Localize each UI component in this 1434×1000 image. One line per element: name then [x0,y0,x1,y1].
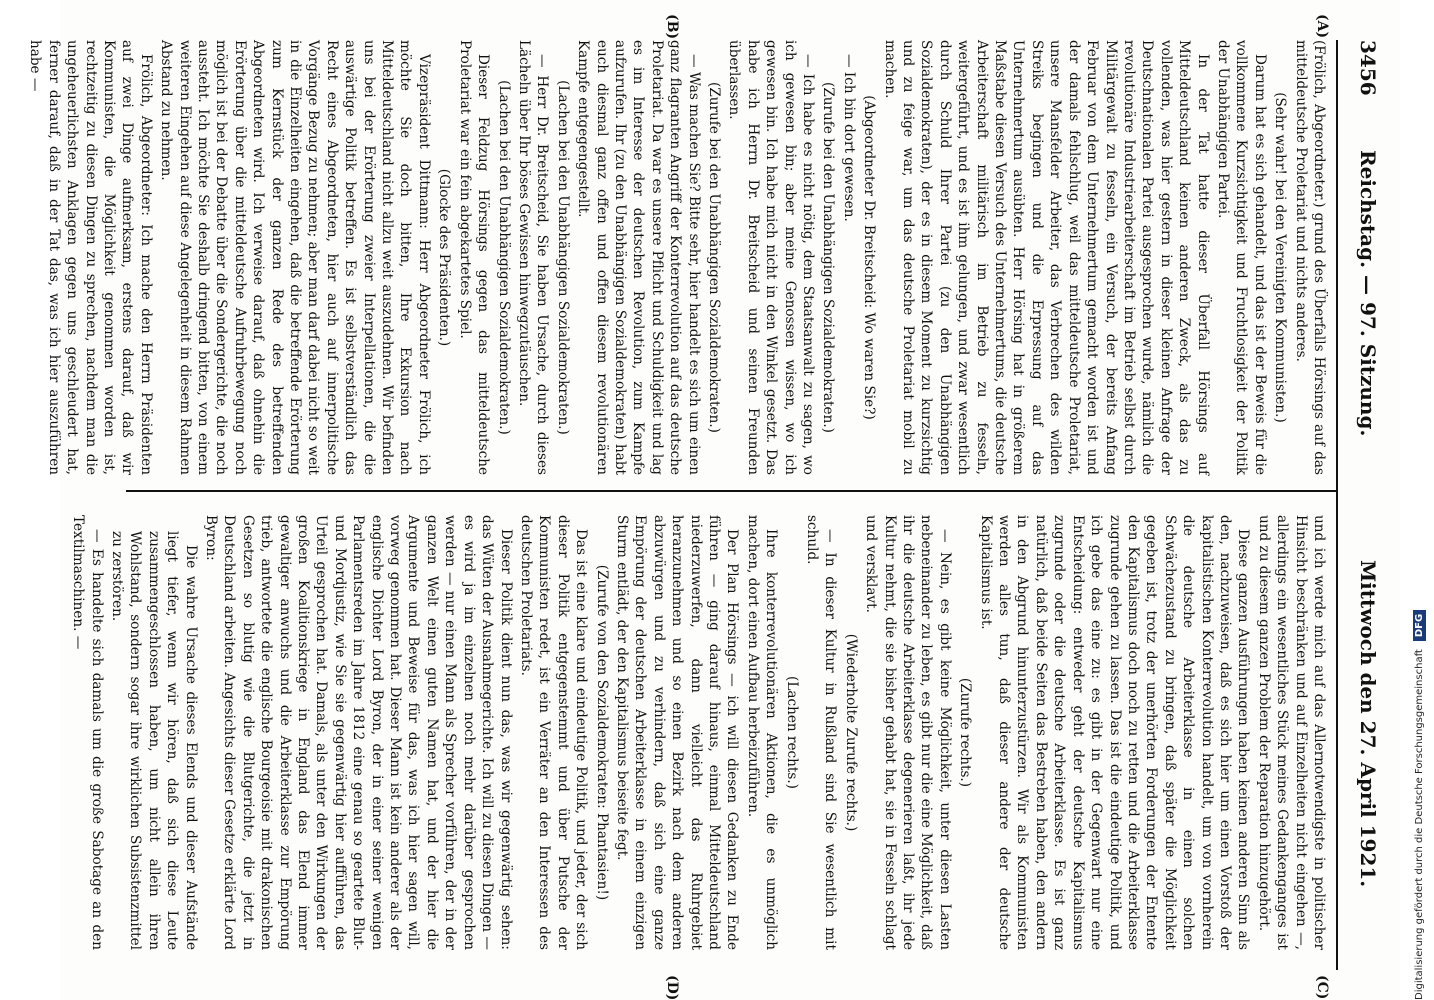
page-number: 3456 [1356,40,1380,96]
right-column [70,515,1328,950]
quotation: Die wahre Ursache dieses Elends und dieser Aufstände liegt tiefer, wenn wir hören, daß sich diese Leute zusammengeschlossen haben, um nicht allein ihren Wohlstand, sondern sogar ihre wirklichen Subsistenzmittel zu zerstören. [109,531,199,950]
interjection: (Lachen bei den Unabhängigen Sozialdemokraten.) [554,80,571,435]
paragraph: Das ist eine klare und eindeutige Politik, und jeder, der sich dieser Politik entgegenstemmt und über Putsche der Kommunisten redet, ist ein Verräter an den Interessen des deutschen Proletariats. [517,515,590,950]
paragraph: Dieser Feldzug Hörsings gegen das mitteldeutsche Proletariat war ein fein abgekartetes Spiel. [456,40,492,475]
column-divider [126,490,1336,492]
paragraph: Darum hat es sich gehandelt, und das ist der Beweis für die vollkommene Kurzsichtigkeit und Fruchtlosigkeit der Politik der Unabhängigen Partei. [1214,40,1268,475]
paragraph: — Ich bin dort gewesen. [840,54,857,222]
margin-marker-b: (B) [664,14,680,40]
interjection: (Zurufe bei den Unabhängigen Sozialdemokraten.) [706,82,722,433]
left-column [27,40,1328,475]
session-date: Mittwoch den 27. April 1921. [1356,560,1380,888]
credit-rotated [1404,0,1434,1000]
paragraph: Vizepräsident Dittmann: Herr Abgeordneter Frölich, ich möchte Sie doch bitten, Ihre Exkursion nach Mitteldeutschland nicht allzu weit auszudehnen. Wir befinden uns bei der Erörterung zweier Interpellationen, die die auswärtige Politik betreffen. Es ist selbstverständlich das Recht eines Abgeordneten, hier auch auf innerpolitische Vorgänge Bezug zu nehmen; aber man darf dabei nicht so weit in die Einzelheiten eingehen, daß die betreffende Erörterung zum Kernstück der ganzen Rede des betreffenden Abgeordneten wird. Ich verweise darauf, daß ohnehin die Erörterung über die mitteldeutsche Aufruhrbewegung noch möglich ist bei der Debatte über die Sondergerichte, die noch aussteht. Ich möchte Sie deshalb dringend bitten, von einem weiteren Eingehen auf diese Angelegenheit in diesem Rahmen Abstand zu nehmen. [158,40,432,475]
paragraph: — Was machen Sie? Bitte sehr, hier handelt es sich um einen ganz flagranten Angriff der Konterrevolution auf das deutsche Proletariat. Da war es unsere Pflicht und Schuldigkeit und lag es im Interesse der deutschen Revolution, zum Kampfe aufzurufen. Ihr (zu den Unabhängigen Sozialdemokraten) habt euch diesmal ganz offen und offen diesem revolutionären Kampfe entgegengestellt. [575,40,702,475]
paragraph: — In dieser Kultur in Rußland sind Sie wesentlich mit schuld. [804,515,839,950]
interjection: (Lachen rechts.) [783,676,800,789]
paragraph: — Nein, es gibt keine Möglichkeit, unter diesen Lasten nebeneinander zu leben, es gibt nur die eine Möglichkeit, daß ihr die deutsche Arbeiterklasse degenerieren laßt, ihr jede Kultur nehmt, die sie bisher gehabt hat, sie in Fesseln schlagt und versklavt. [863,515,953,950]
interjection: (Abgeordneter Dr. Breitscheid: Wo waren Sie?) [861,95,878,420]
dfg-logo: DFG [1413,610,1426,641]
interjection: (Wiederholte Zurufe rechts.) [842,633,859,832]
paragraph: — Herr Dr. Breitscheid, Sie haben Ursache, durch dieses Lächeln über Ihr böses Gewissen hinwegzutäuschen. [515,40,551,475]
margin-marker-d: (D) [664,975,680,1000]
session-title: Reichstag. — 97. Sitzung. [1356,150,1380,437]
header-rule [1336,40,1338,970]
paragraph: Frölich, Abgeordneter: Ich mache den Herrn Präsidenten auf zwei Dinge aufmerksam, erstens darauf, daß wir Kommunisten, die Möglichkeit genommen worden ist, rechtzeitig zu diesen Dingen zu sprechen, nachdem man die ungeheuerlichsten Anklagen gegen uns geschleudert hat, ferner darauf, daß in der Tat das, was ich hier auszuführen habe — [27,40,154,475]
digitization-credit [1404,0,1434,1000]
running-header [1340,40,1380,970]
paragraph: Ihre konterrevolutionären Aktionen, die es unmöglich machen, dort einen Aufbau herbeizuführen. [744,515,780,950]
paragraph: — Es handelte sich damals um die große Sabotage an den Textilmaschinen. — [70,515,105,950]
interjection: (Sehr wahr! bei den Vereinigten Kommunisten.) [1272,92,1289,423]
paragraph: und ich werde mich auf das Allernotwendigste in politischer Hinsicht beschränken und auf Einzelheiten nicht eingehen —, allerdings ein wesentliches Stück meines Gedankenganges ist und zu diesem ganzen Problem der Reparation hinzugehört. [1255,515,1327,950]
interjection: (Lachen bei den Unabhängigen Sozialdemokraten.) [495,80,512,435]
credit-text: Digitalisierung gefördert durch die Deutsche Forschungsgemeinschaft [1413,649,1425,1000]
interjection: (Glocke des Präsidenten.) [436,168,453,347]
interjection: (Zurufe bei den Unabhängigen Sozialdemokraten.) [820,82,837,433]
paragraph: In der Tat hatte dieser Überfall Hörsings auf Mitteldeutschland keinen anderen Zweck, als das zu vollenden, was hier gestern in dieser kleinen Anfrage der Deutschnationalen Partei ausgesprochen wurde, nämlich die revolutionäre Industriearbeiterschaft im Betrieb selbst durch Militärgewalt zu fesseln, ein Versuch, der bereits Anfang Februar von dem Unternehmertum gemacht worden ist und der damals fehlschlug, weil das mitteldeutsche Proletariat, unsere Mansfelder Arbeiter, das Verbrechen des wilden Streiks begingen und die Erpressung auf das Unternehmertum ausübten. Herr Hörsing hat in größerem Maßstabe diesen Versuch des Unternehmertums, die deutsche Arbeiterschaft militärisch im Betrieb zu fesseln, weitergeführt, und es ist ihm gelungen, und zwar wesentlich durch Schuld Ihrer Partei (zu den Unabhängigen Sozialdemokraten), der es in diesem Moment zu kurzsichtig und zu feige war, um das deutsche Proletariat mobil zu machen. [881,40,1211,475]
margin-marker-c: (C) [1314,975,1330,1000]
interjection: (Zurufe rechts.) [957,677,974,788]
paragraph: Dieser Politik dient nun das, was wir gegenwärtig sehen: das Wüten der Ausnahmegerichte. Ich will zu diesen Dingen — es wird ja im einzelnen noch mehr darüber gesprochen werden — nur einen Mann als Sprecher vorführen, der in der ganzen Welt einen guten Namen hat, und der hier die Argumente und Beweise für das, was ich hier sagen will, vorweg genommen hat. Dieser Mann ist kein anderer als der englische Dichter Lord Byron, der in einer seiner wenigen Parlamentsreden im Jahre 1812 eine genau so geartete Blut- und Mordjustiz, wie Sie sie gegenwärtig hier aufführen, das Urteil gesprochen hat. Damals, als unter den Wirkungen der großen Koalitionskriege in England das Elend immer gewaltiger anwuchs und die Arbeiterklasse zur Empörung trieb, antwortete die englische Bourgeoisie mit drakonischen Gesetzen so blutig wie die Blutgerichte, die jetzt in Deutschland arbeiten. Angesichts dieser Gesetze erklärte Lord Byron: [203,515,514,950]
interjection: (Zurufe von den Sozialdemokraten: Phantasien!) [593,564,610,901]
scanned-page [27,0,1400,1000]
paragraph: (Frölich, Abgeordneter.) grund des Überfalls Hörsings auf das mitteldeutsche Proletariat und nichts anderes. [1292,40,1327,475]
paragraph: Diese ganzen Ausführungen haben keinen anderen Sinn als den, nachzuweisen, daß es sich hier um einen Vorstoß der kapitalistischen Konterrevolution handelt, um von vornherein die deutsche Arbeiterklasse in einen solchen Schwächezustand zu bringen, daß später die Möglichkeit gegeben ist, trotz der unerhörten Forderungen der Entente den Kapitalismus doch noch zu retten und die Arbeiterklasse zugrunde gehen zu lassen. Das ist die eindeutige Politik, und ich gebe das eine zu: es gibt in der Gegenwart nur eine Entscheidung: entweder geht der deutsche Kapitalismus zugrunde oder die deutsche Arbeiterklasse. Es ist ganz natürlich, daß beide Seiten das Bestreben haben, den andern in den Abgrund hinunterzustürzen. Wir als Kommunisten werden alles tun, daß dieser andere der deutsche Kapitalismus ist. [977,515,1252,950]
paragraph: Der Plan Hörsings — ich will diesen Gedanken zu Ende führen — ging darauf hinaus, einmal Mitteldeutschland niederzuwerfen, dann vielleicht das Ruhrgebiet heranzunehmen und so einen Bezirk nach dem anderen abzuwürgen und zu verhindern, daß sich eine ganze Empörung der deutschen Arbeiterklasse in einem einzigen Sturm entlädt, der den Kapitalismus beiseite fegt. [613,515,741,950]
margin-marker-a: (A) [1314,14,1330,39]
page-content-rotated [27,0,1400,1000]
paragraph: — Ich habe es nicht nötig, dem Staatsanwalt zu sagen, wo ich gewesen bin; aber meine Genossen wissen, wo ich gewesen bin. Ich habe mich nicht in den Winkel gesetzt. Das habe ich Herrn Dr. Breitscheid und seinen Freunden überlassen. [726,40,817,475]
